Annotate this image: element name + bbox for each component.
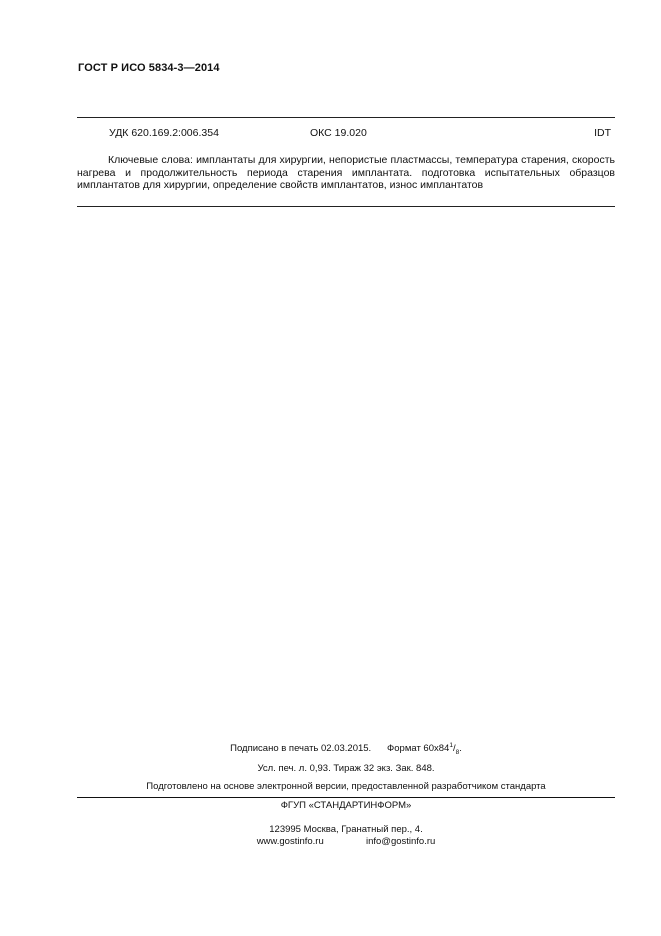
document-standard-code: ГОСТ Р ИСО 5834-3—2014 [78,62,220,74]
print-details: Усл. печ. л. 0,93. Тираж 32 экз. Зак. 848. [257,763,435,774]
keywords-divider [77,206,615,207]
signed-to-print: Подписано в печать 02.03.2015. [230,743,372,755]
paper-format-label: Формат 60х84 [387,743,450,755]
udk-code: УДК 620.169.2:006.354 [109,127,219,139]
publisher-website[interactable]: www.gostinfo.ru [256,836,324,847]
prepared-note: Подготовлено на основе электронной версии, предоставленной разработчиком стандарта [146,781,546,792]
paper-format: Формат $60х84^1/_8$. [387,742,462,757]
publisher-address: 123995 Москва, Гранатный пер., 4. [269,824,423,835]
publisher-contacts [77,836,615,847]
publisher-divider [77,797,615,798]
keywords-paragraph: Ключевые слова: имплантаты для хирургии, непористые пластмассы, температура старения, скорость нагрева и продолжительность периода старения имплантата. подготовка испытательных образцов имплантатов для хирургии, определение свойств имплантатов, износ имплантатов [77,154,615,191]
publisher-email[interactable]: info@gostinfo.ru [365,836,436,847]
top-divider [77,117,615,118]
imprint-signed-line [77,742,615,756]
oks-code: ОКС 19.020 [310,127,367,139]
publisher-name: ФГУП «СТАНДАРТИНФОРМ» [280,800,412,811]
idt-marker: IDT [594,127,611,139]
paper-format-denominator: 8 [455,749,460,757]
paper-format-end: . [459,743,462,755]
paper-format-numerator: 1 [449,742,453,749]
